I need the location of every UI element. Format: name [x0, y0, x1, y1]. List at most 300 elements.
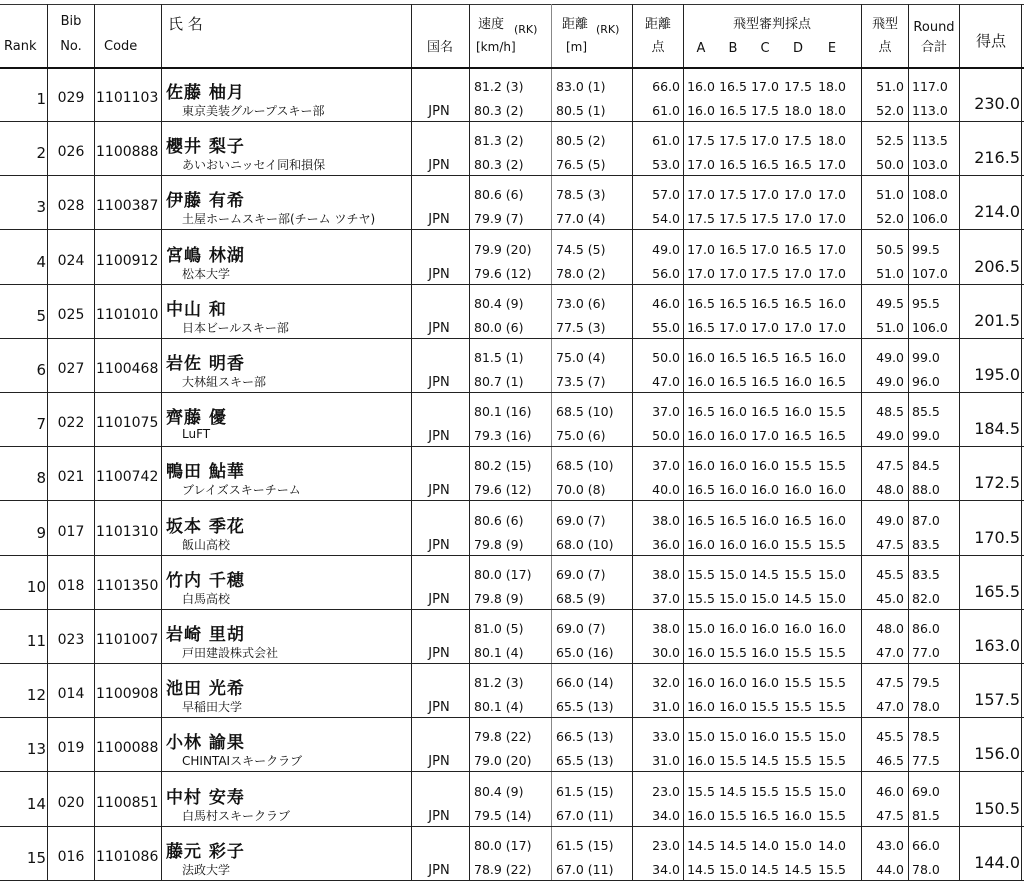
- jump2-style-points: 46.5: [876, 753, 904, 769]
- jump2-judge-c: 14.5: [751, 753, 779, 769]
- jump1-judge-a: 15.0: [687, 621, 715, 636]
- jump2-judge-e: 15.5: [818, 807, 846, 823]
- jump1-judge-b: 16.5: [719, 79, 747, 94]
- jump1-judge-e: 15.0: [818, 783, 846, 799]
- jump2-judge-e: 18.0: [818, 103, 846, 118]
- row-rule: [0, 229, 1024, 230]
- bib-cell: 016: [57, 848, 85, 865]
- jump2-judge-b: 15.0: [719, 590, 747, 606]
- jump2-judge-b: 17.0: [719, 319, 747, 335]
- jump2-style-points: 49.0: [876, 428, 904, 444]
- jump1-distance: 74.5 (5): [556, 241, 606, 257]
- jump2-style-points: 52.0: [876, 211, 904, 227]
- bib-cell: 018: [57, 577, 85, 594]
- jump1-style-points: 47.5: [876, 458, 904, 474]
- jump1-distance-points: 37.0: [652, 404, 680, 420]
- code-cell: 1100742: [96, 469, 159, 486]
- jump1-judge-a: 16.5: [687, 512, 715, 528]
- nation-cell: JPN: [428, 375, 450, 390]
- code-cell: 1100888: [96, 144, 159, 161]
- athlete-team: CHINTAIスキークラブ: [182, 754, 303, 769]
- jump2-judge-d: 16.5: [784, 157, 812, 173]
- table-row: [0, 395, 1024, 447]
- jump2-judge-d: 17.0: [784, 265, 812, 281]
- nation-cell: JPN: [428, 700, 450, 716]
- jump2-judge-c: 16.0: [751, 536, 779, 552]
- athlete-name: 竹内 千穂: [166, 570, 245, 591]
- jump1-distance-points: 37.0: [652, 458, 680, 474]
- jump2-judge-e: 15.5: [818, 536, 846, 552]
- code-cell: 1101010: [96, 306, 159, 323]
- jump1-judge-a: 16.5: [687, 404, 715, 420]
- jump1-judge-d: 16.5: [784, 241, 812, 257]
- jump1-judge-e: 16.0: [818, 621, 846, 636]
- jump2-distance: 77.5 (3): [556, 319, 606, 335]
- jump2-round-total: 96.0: [912, 374, 940, 389]
- header-rank: Rank: [4, 39, 37, 54]
- jump2-style-points: 51.0: [876, 265, 904, 281]
- jump2-judge-a: 16.0: [687, 103, 715, 118]
- jump1-round-total: 99.0: [912, 350, 940, 365]
- jump1-distance: 66.0 (14): [556, 675, 614, 691]
- jump2-judge-b: 17.0: [719, 265, 747, 281]
- jump2-judge-c: 16.5: [751, 807, 779, 823]
- jump2-judge-d: 16.5: [784, 428, 812, 444]
- row-rule: [0, 717, 1024, 718]
- jump2-judge-b: 16.0: [719, 699, 747, 715]
- rank-cell: 1: [36, 90, 46, 108]
- jump2-speed: 80.1 (4): [474, 645, 524, 660]
- jump1-distance-points: 50.0: [652, 350, 680, 365]
- jump1-distance: 68.5 (10): [556, 458, 614, 474]
- jump1-style-points: 49.5: [876, 295, 904, 311]
- jump2-distance-points: 50.0: [652, 428, 680, 444]
- jump2-judge-e: 17.0: [818, 265, 846, 281]
- nation-cell: JPN: [428, 808, 450, 824]
- athlete-name: 坂本 季花: [166, 516, 245, 537]
- jump2-judge-e: 15.5: [818, 645, 846, 660]
- bib-cell: 027: [57, 361, 85, 377]
- jump2-judge-c: 17.0: [751, 428, 779, 444]
- jump2-round-total: 107.0: [912, 265, 948, 281]
- jump2-distance: 77.0 (4): [556, 211, 606, 227]
- jump1-judge-c: 16.0: [751, 512, 779, 528]
- jump1-judge-c: 17.0: [751, 241, 779, 257]
- jump1-round-total: 113.5: [912, 133, 948, 149]
- jump2-distance-points: 34.0: [652, 807, 680, 823]
- header-rule: [0, 67, 1024, 69]
- header-judge-e: E: [827, 41, 837, 56]
- athlete-name: 岩崎 里胡: [166, 625, 245, 645]
- jump1-style-points: 47.5: [876, 675, 904, 691]
- athlete-team: 日本ビールスキー部: [182, 320, 289, 335]
- jump1-judge-e: 16.0: [818, 512, 846, 528]
- total-points: 230.0: [974, 94, 1020, 113]
- athlete-name: 池田 光希: [166, 679, 245, 700]
- jump2-speed: 79.3 (16): [474, 428, 532, 444]
- jump1-judge-d: 15.5: [784, 458, 812, 474]
- row-rule: [0, 500, 1024, 501]
- jump2-speed: 80.0 (6): [474, 319, 524, 335]
- jump1-style-points: 48.0: [876, 621, 904, 636]
- jump2-judge-b: 16.0: [719, 482, 747, 498]
- jump1-judge-e: 14.0: [818, 837, 846, 853]
- code-cell: 1101007: [96, 632, 159, 648]
- jump1-judge-b: 17.5: [719, 133, 747, 149]
- nation-cell: JPN: [428, 754, 450, 770]
- total-points: 206.5: [974, 256, 1020, 276]
- jump1-judge-d: 15.5: [784, 729, 812, 745]
- jump2-speed: 79.5 (14): [474, 807, 532, 823]
- jump1-speed: 79.9 (20): [474, 241, 532, 257]
- row-rule: [0, 338, 1024, 339]
- jump2-judge-a: 16.0: [687, 374, 715, 389]
- jump1-judge-c: 16.0: [751, 458, 779, 474]
- row-rule: [0, 555, 1024, 556]
- jump1-judge-c: 16.5: [751, 350, 779, 365]
- jump2-judge-c: 17.5: [751, 265, 779, 281]
- jump1-round-total: 66.0: [912, 837, 940, 853]
- jump2-judge-e: 15.0: [818, 590, 846, 606]
- header-speed: 速度: [478, 17, 505, 32]
- jump1-judge-c: 14.0: [751, 837, 779, 853]
- jump2-style-points: 44.0: [876, 861, 904, 877]
- rank-cell: 2: [36, 144, 46, 163]
- jump1-distance: 83.0 (1): [556, 79, 606, 94]
- row-rule: [0, 609, 1024, 610]
- jump1-judge-c: 15.5: [751, 783, 779, 799]
- athlete-team: 東京美装グループスキー部: [182, 104, 325, 118]
- jump1-style-points: 52.5: [876, 133, 904, 149]
- jump1-judge-e: 18.0: [818, 133, 846, 149]
- total-points: 195.0: [974, 365, 1020, 384]
- header-points: 得点: [975, 32, 1006, 50]
- table-row: [0, 720, 1024, 772]
- nation-cell: JPN: [428, 320, 450, 336]
- jump2-judge-b: 16.5: [719, 374, 747, 389]
- athlete-name: 齊藤 優: [166, 408, 227, 429]
- header-round-top: Round: [913, 20, 955, 35]
- jump1-judge-b: 15.0: [719, 729, 747, 745]
- jump1-distance-points: 32.0: [652, 675, 680, 691]
- jump2-speed: 78.9 (22): [474, 861, 532, 877]
- jump1-judge-d: 17.5: [784, 79, 812, 94]
- nation-cell: JPN: [428, 266, 450, 282]
- jump1-distance-points: 23.0: [652, 837, 680, 853]
- athlete-team: 白馬村スキークラブ: [182, 808, 291, 823]
- table-row: [0, 558, 1024, 610]
- jump2-judge-d: 16.0: [784, 374, 812, 389]
- jump1-style-points: 51.0: [876, 187, 904, 203]
- row-rule: [0, 446, 1024, 447]
- jump1-judge-b: 16.0: [719, 621, 747, 636]
- jump1-speed: 80.0 (17): [474, 837, 532, 853]
- jump1-round-total: 79.5: [912, 675, 940, 691]
- jump1-judge-c: 17.0: [751, 79, 779, 94]
- jump2-judge-b: 16.5: [719, 103, 747, 118]
- jump2-style-points: 50.0: [876, 157, 904, 173]
- header-distance-unit: [m]: [566, 40, 588, 54]
- athlete-name: 宮嶋 林湖: [166, 245, 245, 266]
- rank-cell: 14: [26, 794, 46, 813]
- jump1-judge-d: 16.0: [784, 621, 812, 636]
- rank-cell: 3: [36, 198, 46, 217]
- jump1-distance-points: 38.0: [652, 512, 680, 528]
- jump1-judge-a: 16.0: [687, 79, 715, 94]
- jump1-judge-d: 15.0: [784, 837, 812, 853]
- jump1-distance: 75.0 (4): [556, 350, 606, 365]
- table-row: [0, 124, 1024, 176]
- jump2-distance-points: 56.0: [652, 265, 680, 281]
- jump2-speed: 79.0 (20): [474, 753, 532, 769]
- bib-cell: 019: [57, 740, 85, 757]
- top-rule: [0, 4, 1024, 5]
- jump2-judge-d: 17.0: [784, 211, 812, 227]
- total-points: 144.0: [974, 852, 1020, 872]
- jump1-judge-e: 17.0: [818, 241, 846, 257]
- rank-cell: 9: [36, 523, 46, 542]
- jump2-judge-c: 16.0: [751, 482, 779, 498]
- header-nation: 国名: [426, 40, 453, 55]
- code-cell: 1100908: [96, 686, 159, 703]
- jump1-distance-points: 61.0: [652, 133, 680, 149]
- header-distance-rk: (RK): [596, 23, 620, 36]
- total-points: 150.5: [974, 798, 1020, 818]
- athlete-name: 岩佐 明香: [166, 354, 245, 374]
- jump2-distance-points: 55.0: [652, 319, 680, 335]
- jump1-speed: 81.0 (5): [474, 621, 524, 636]
- code-cell: 1101075: [96, 415, 159, 432]
- jump1-judge-a: 15.5: [687, 566, 715, 582]
- jump2-judge-c: 16.5: [751, 374, 779, 389]
- jump1-judge-c: 17.0: [751, 187, 779, 203]
- jump1-judge-b: 16.5: [719, 350, 747, 365]
- jump1-round-total: 69.0: [912, 783, 940, 799]
- jump2-judge-e: 16.5: [818, 374, 846, 389]
- jump2-judge-a: 17.0: [687, 265, 715, 281]
- jump2-distance-points: 30.0: [652, 645, 680, 660]
- header-judge-c: C: [760, 41, 770, 56]
- jump2-speed: 80.3 (2): [474, 157, 524, 173]
- jump2-distance: 65.0 (16): [556, 645, 614, 660]
- total-points: 216.5: [974, 148, 1020, 168]
- nation-cell: JPN: [428, 537, 450, 553]
- jump2-judge-a: 16.0: [687, 645, 715, 660]
- jump1-judge-e: 15.0: [818, 729, 846, 745]
- jump2-judge-a: 16.0: [687, 536, 715, 552]
- table-row: [0, 666, 1024, 718]
- jump2-speed: 79.8 (9): [474, 590, 524, 606]
- header-speed-unit: [km/h]: [476, 40, 516, 54]
- jump1-judge-e: 15.5: [818, 675, 846, 691]
- total-points: 165.5: [974, 581, 1020, 601]
- jump1-style-points: 50.5: [876, 241, 904, 257]
- jump1-round-total: 99.5: [912, 241, 940, 257]
- jump2-distance: 65.5 (13): [556, 753, 614, 769]
- header-round-bottom: 合計: [920, 40, 947, 55]
- jump1-distance: 80.5 (2): [556, 133, 606, 149]
- jump1-judge-e: 16.0: [818, 295, 846, 311]
- jump1-round-total: 78.5: [912, 729, 940, 745]
- jump1-round-total: 117.0: [912, 79, 948, 94]
- jump2-round-total: 78.0: [912, 861, 940, 877]
- jump2-style-points: 51.0: [876, 319, 904, 335]
- jump1-round-total: 85.5: [912, 404, 940, 420]
- jump2-round-total: 106.0: [912, 211, 948, 227]
- jump1-speed: 79.8 (22): [474, 729, 532, 745]
- nation-cell: JPN: [428, 591, 450, 607]
- jump1-judge-d: 16.0: [784, 404, 812, 420]
- nation-cell: JPN: [428, 158, 450, 174]
- jump2-judge-c: 14.5: [751, 861, 779, 877]
- jump2-distance: 67.0 (11): [556, 861, 614, 877]
- jump1-distance-points: 38.0: [652, 566, 680, 582]
- jump2-judge-e: 15.5: [818, 753, 846, 769]
- jump1-judge-d: 17.0: [784, 187, 812, 203]
- jump1-judge-a: 17.0: [687, 241, 715, 257]
- jump2-judge-c: 16.5: [751, 157, 779, 173]
- jump2-distance: 73.5 (7): [556, 374, 606, 389]
- table-row: [0, 233, 1024, 285]
- jump2-distance: 76.5 (5): [556, 157, 606, 173]
- jump2-round-total: 99.0: [912, 428, 940, 444]
- total-points: 214.0: [974, 202, 1020, 222]
- athlete-team: 土屋ホームスキー部(チーム ツチヤ): [182, 212, 376, 227]
- athlete-name: 伊藤 有希: [166, 191, 245, 212]
- table-row: [0, 504, 1024, 556]
- row-rule: [0, 284, 1024, 285]
- total-points: 184.5: [974, 419, 1020, 439]
- jump1-judge-e: 15.0: [818, 566, 846, 582]
- jump1-judge-a: 16.0: [687, 458, 715, 474]
- jump2-distance-points: 47.0: [652, 374, 680, 389]
- jump1-distance-points: 49.0: [652, 241, 680, 257]
- jump1-style-points: 49.0: [876, 350, 904, 365]
- jump2-distance: 65.5 (13): [556, 699, 614, 715]
- nation-cell: JPN: [428, 483, 450, 499]
- athlete-name: 中村 安寿: [166, 787, 245, 808]
- table-row: [0, 287, 1024, 339]
- rank-cell: 5: [36, 306, 46, 325]
- jump1-judge-d: 15.5: [784, 675, 812, 691]
- rank-cell: 13: [26, 740, 46, 759]
- header-code: Code: [104, 39, 138, 54]
- jump2-speed: 80.3 (2): [474, 103, 524, 118]
- jump2-judge-d: 15.5: [784, 753, 812, 769]
- jump1-round-total: 95.5: [912, 295, 940, 311]
- jump2-judge-e: 15.5: [818, 699, 846, 715]
- jump1-style-points: 45.5: [876, 566, 904, 582]
- jump1-judge-d: 15.5: [784, 566, 812, 582]
- total-points: 156.0: [974, 744, 1020, 764]
- jump2-speed: 79.8 (9): [474, 536, 524, 552]
- jump2-judge-e: 15.5: [818, 861, 846, 877]
- jump2-distance-points: 54.0: [652, 211, 680, 227]
- jump1-distance: 69.0 (7): [556, 512, 606, 528]
- jump1-speed: 80.4 (9): [474, 783, 524, 799]
- jump2-round-total: 77.0: [912, 645, 940, 660]
- jump2-distance: 67.0 (11): [556, 807, 614, 823]
- jump2-round-total: 82.0: [912, 590, 940, 606]
- table-row: [0, 178, 1024, 230]
- jump2-style-points: 47.0: [876, 699, 904, 715]
- jump2-style-points: 48.0: [876, 482, 904, 498]
- jump1-distance: 61.5 (15): [556, 837, 614, 853]
- code-cell: 1100851: [96, 794, 159, 811]
- jump2-distance-points: 31.0: [652, 753, 680, 769]
- bib-cell: 021: [57, 469, 85, 486]
- jump1-round-total: 84.5: [912, 458, 940, 474]
- total-points: 163.0: [974, 636, 1020, 655]
- jump2-distance-points: 31.0: [652, 699, 680, 715]
- athlete-team: LuFT: [182, 427, 211, 442]
- bib-cell: 014: [57, 686, 85, 703]
- jump1-judge-b: 15.0: [719, 566, 747, 582]
- header-distance: 距離: [562, 17, 589, 32]
- rank-cell: 7: [36, 415, 46, 434]
- jump2-judge-e: 17.0: [818, 211, 846, 227]
- jump2-judge-d: 18.0: [784, 103, 812, 118]
- jump2-judge-d: 17.0: [784, 319, 812, 335]
- code-cell: 1101103: [96, 90, 159, 106]
- header-style-top: 飛型: [871, 17, 898, 32]
- code-cell: 1100387: [96, 198, 159, 215]
- athlete-team: 白馬高校: [182, 591, 231, 606]
- jump2-round-total: 106.0: [912, 319, 948, 335]
- jump2-judge-a: 16.5: [687, 482, 715, 498]
- header-distance-points-top: 距離: [644, 17, 671, 32]
- jump1-round-total: 108.0: [912, 187, 948, 203]
- jump2-judge-d: 15.5: [784, 699, 812, 715]
- jump1-judge-a: 15.0: [687, 729, 715, 745]
- jump2-judge-d: 14.5: [784, 861, 812, 877]
- jump1-speed: 81.5 (1): [474, 350, 524, 365]
- jump1-judge-c: 16.0: [751, 729, 779, 745]
- jump2-judge-c: 17.0: [751, 319, 779, 335]
- jump2-distance: 80.5 (1): [556, 103, 606, 118]
- jump2-judge-d: 15.5: [784, 645, 812, 660]
- jump2-judge-e: 17.0: [818, 157, 846, 173]
- jump1-distance-points: 38.0: [652, 621, 680, 636]
- jump1-round-total: 83.5: [912, 566, 940, 582]
- jump2-speed: 79.6 (12): [474, 482, 532, 498]
- jump1-judge-d: 15.5: [784, 783, 812, 799]
- total-points: 201.5: [974, 310, 1020, 330]
- header-judges-title: 飛型審判採点: [732, 17, 811, 32]
- jump1-distance-points: 23.0: [652, 783, 680, 799]
- jump2-round-total: 77.5: [912, 753, 940, 769]
- nation-cell: JPN: [428, 429, 450, 445]
- jump2-judge-c: 16.0: [751, 645, 779, 660]
- jump1-distance: 69.0 (7): [556, 621, 606, 636]
- jump1-style-points: 45.5: [876, 729, 904, 745]
- jump2-round-total: 78.0: [912, 699, 940, 715]
- jump2-judge-e: 17.0: [818, 319, 846, 335]
- nation-cell: JPN: [428, 212, 450, 228]
- jump1-distance: 78.5 (3): [556, 187, 606, 203]
- jump2-speed: 80.7 (1): [474, 374, 524, 389]
- header-judge-d: D: [792, 41, 803, 56]
- athlete-team: ブレイズスキーチーム: [182, 483, 301, 498]
- jump1-speed: 80.2 (15): [474, 458, 532, 474]
- header-speed-rk: (RK): [514, 23, 538, 36]
- jump2-style-points: 49.0: [876, 374, 904, 389]
- jump2-round-total: 83.5: [912, 536, 940, 552]
- jump2-distance: 68.5 (9): [556, 590, 606, 606]
- athlete-team: 法政大学: [182, 862, 231, 877]
- table-row: [0, 612, 1024, 664]
- jump1-style-points: 46.0: [876, 783, 904, 799]
